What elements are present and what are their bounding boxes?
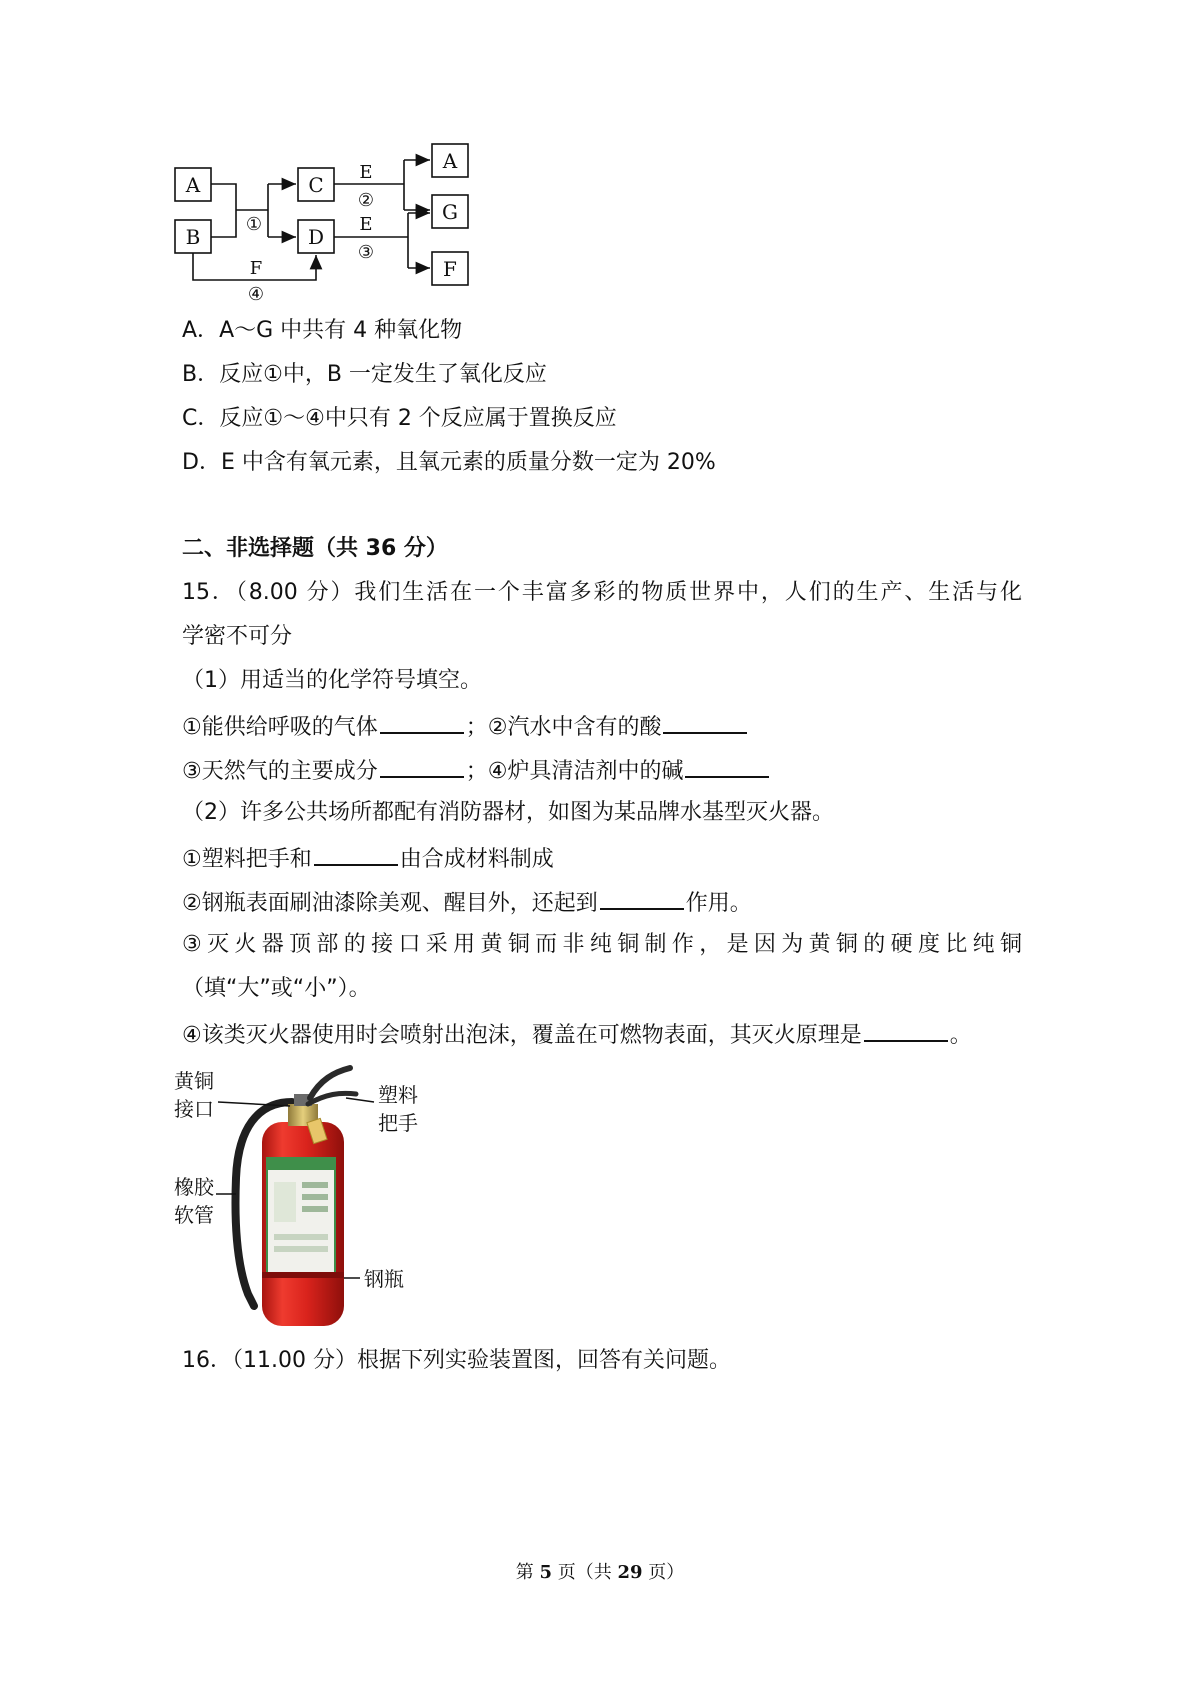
q16-text: 16．（11.00 分）根据下列实验装置图，回答有关问题。 bbox=[182, 1348, 731, 1373]
node-g: G bbox=[442, 200, 458, 224]
node-d: D bbox=[307, 225, 325, 249]
q15-part2-title: （2）许多公共场所都配有消防器材，如图为某品牌水基型灭火器。 bbox=[182, 800, 834, 825]
page-footer bbox=[0, 1558, 1200, 1584]
q15-paint-suffix: 作用。 bbox=[685, 891, 752, 916]
label-brass-line2: 接口 bbox=[174, 1097, 214, 1121]
answer-blank[interactable] bbox=[380, 754, 464, 778]
reagent-f-label: F bbox=[249, 258, 263, 279]
q15-acid-prompt: ；②汽水中含有的酸 bbox=[465, 715, 662, 740]
q15-part2-item4 bbox=[182, 1018, 972, 1051]
answer-blank[interactable] bbox=[685, 754, 769, 778]
footer-mid: 页（共 bbox=[552, 1562, 618, 1583]
answer-blank[interactable] bbox=[663, 710, 747, 734]
q15-part2-item3-line2: （填“大”或“小”）。 bbox=[182, 976, 371, 1001]
q15-plastic-suffix: 由合成材料制成 bbox=[399, 847, 554, 872]
q15-part1-row2 bbox=[182, 754, 771, 787]
label-rubber-line1: 橡胶 bbox=[174, 1175, 214, 1199]
label-steel: 钢瓶 bbox=[364, 1267, 404, 1291]
q15-part2-item2 bbox=[182, 886, 752, 919]
node-a: A bbox=[185, 173, 201, 197]
q15-foam-prompt: ④该类灭火器使用时会喷射出泡沫，覆盖在可燃物表面，其灭火原理是 bbox=[182, 1023, 862, 1048]
q15-part1-row1 bbox=[182, 710, 749, 743]
q15-part2-item3-line1: ③灭火器顶部的接口采用黄铜而非纯铜制作，是因为黄铜的硬度比纯铜 bbox=[182, 932, 1022, 957]
reaction-3-label: ③ bbox=[357, 242, 375, 263]
q15-part2-item1 bbox=[182, 842, 554, 875]
label-plastic-line1: 塑料 bbox=[378, 1083, 418, 1107]
answer-blank[interactable] bbox=[314, 842, 398, 866]
option-key: D． bbox=[182, 450, 221, 475]
option-text: E 中含有氧元素，且氧元素的质量分数一定为 20% bbox=[220, 450, 716, 475]
footer-pre: 第 bbox=[515, 1562, 540, 1583]
q15-intro-line2: 学密不可分 bbox=[182, 624, 293, 649]
reagent-e-label-1: E bbox=[359, 162, 373, 183]
option-c bbox=[182, 404, 617, 434]
node-c: C bbox=[308, 173, 324, 197]
merge-line-ab bbox=[211, 184, 236, 237]
q15-base-prompt: ；④炉具清洁剂中的碱 bbox=[465, 759, 684, 784]
option-d bbox=[182, 448, 716, 478]
option-key: C． bbox=[182, 406, 220, 431]
reaction-diagram bbox=[170, 140, 510, 310]
option-b bbox=[182, 360, 547, 390]
label-plastic-line2: 把手 bbox=[378, 1111, 418, 1135]
reaction-2-label: ② bbox=[357, 190, 375, 211]
q15-foam-suffix: 。 bbox=[949, 1023, 972, 1048]
footer-total-pages: 29 bbox=[617, 1562, 643, 1583]
reagent-e-label-2: E bbox=[359, 214, 373, 235]
option-key: B． bbox=[182, 362, 220, 387]
option-text: A～G 中共有 4 种氧化物 bbox=[219, 318, 463, 343]
q15-oxygen-prompt: ①能供给呼吸的气体 bbox=[182, 715, 378, 740]
footer-post: 页） bbox=[642, 1562, 685, 1583]
q15-intro-line1: 15．（8.00 分）我们生活在一个丰富多彩的物质世界中，人们的生产、生活与化 bbox=[182, 580, 1022, 605]
option-text: 反应①～④中只有 2 个反应属于置换反应 bbox=[219, 406, 617, 431]
label-rubber-line2: 软管 bbox=[174, 1203, 214, 1227]
label-brass-line1: 黄铜 bbox=[174, 1069, 214, 1093]
footer-page-number: 5 bbox=[539, 1562, 552, 1583]
section-title: 二、非选择题（共 36 分） bbox=[182, 536, 448, 561]
answer-blank[interactable] bbox=[380, 710, 464, 734]
q15-part1-title: （1）用适当的化学符号填空。 bbox=[182, 668, 482, 693]
node-b: B bbox=[185, 225, 201, 249]
option-a bbox=[182, 316, 462, 346]
fire-extinguisher-figure bbox=[170, 1058, 440, 1336]
answer-blank[interactable] bbox=[600, 886, 684, 910]
node-f: F bbox=[443, 257, 457, 281]
option-key: A． bbox=[182, 318, 220, 343]
q15-paint-prompt: ②钢瓶表面刷油漆除美观、醒目外，还起到 bbox=[182, 891, 598, 916]
reaction-4-label: ④ bbox=[247, 284, 265, 305]
node-a2: A bbox=[442, 149, 458, 173]
q15-plastic-prompt: ①塑料把手和 bbox=[182, 847, 312, 872]
answer-blank[interactable] bbox=[864, 1018, 948, 1042]
q15-gas-prompt: ③天然气的主要成分 bbox=[182, 759, 378, 784]
reaction-1-label: ① bbox=[245, 214, 263, 235]
option-text: 反应①中，B 一定发生了氧化反应 bbox=[219, 362, 547, 387]
